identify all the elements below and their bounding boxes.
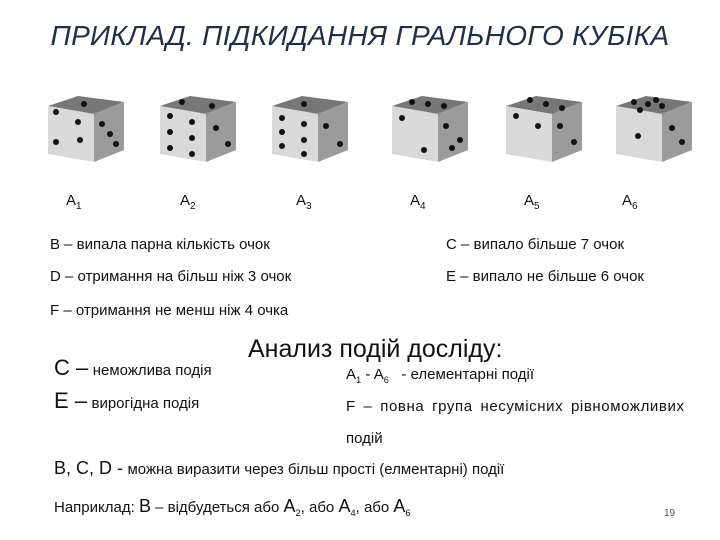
- die-label-1: $A_1$: [66, 192, 82, 212]
- elementary-events: $A_1 - A_6$ - елементарні події: [346, 366, 535, 385]
- composite-events: B, C, D - можна виразити через більш прості (елментарні) події: [54, 458, 505, 478]
- die-4: [388, 92, 470, 164]
- page-title: ПРИКЛАД. ПІДКИДАННЯ ГРАЛЬНОГО КУБІКА: [50, 20, 670, 51]
- event-e: E – випало не більше 6 очок: [446, 268, 644, 285]
- page-number: 19: [664, 508, 676, 519]
- analysis-heading: Анализ подій досліду:: [248, 335, 503, 363]
- die-label-6: $A_6$: [622, 192, 638, 212]
- die-label-4: $A_4$: [410, 192, 426, 212]
- die-1: [44, 92, 126, 164]
- die-label-5: $A_5$: [524, 192, 540, 212]
- event-c: C – випало більше 7 очок: [446, 236, 625, 253]
- die-label-2: $A_2$: [180, 192, 196, 212]
- die-5: [502, 92, 584, 164]
- die-6: [612, 92, 694, 164]
- full-group-line2: подій: [346, 430, 383, 447]
- die-3: [268, 92, 350, 164]
- example-line: Наприклад: B – відбудеться або $A_2$, або $A_4$, або $A_6$: [54, 496, 411, 518]
- die-label-3: $A_3$: [296, 192, 312, 212]
- certain-event: E – вирогідна подія: [54, 388, 200, 413]
- full-group-line1: F – повна група несумісних рівноможливих: [346, 398, 685, 415]
- impossible-event: C – неможлива подія: [54, 355, 212, 380]
- event-d: D – отримання на більш ніж 3 очок: [50, 268, 292, 285]
- event-f: F – отримання не менш ніж 4 очка: [50, 302, 289, 319]
- die-2: [156, 92, 238, 164]
- event-b: B – випала парна кількість очок: [50, 236, 270, 253]
